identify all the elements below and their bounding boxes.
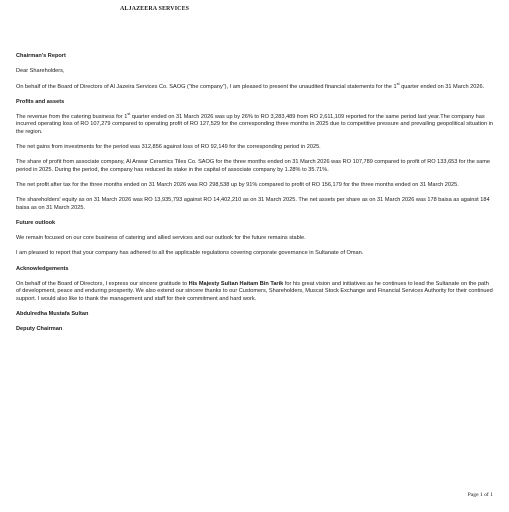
intro-text-end: quarter ended on 31 March 2026. [399,83,485,90]
ack-text: On behalf of the Board of Directors, I express our sincere gratitude to [16,281,189,288]
intro-paragraph [16,81,495,91]
intro-text: On behalf of the Board of Directors of Al Jazeira Services Co. SAOG (“the company”), I am pleased to present the unaudited financial statements for the 1 [16,83,397,90]
acknowledgements-paragraph [16,281,495,303]
governance-paragraph: I am pleased to report that your company has adhered to all the applicable regulations covering corporate governance in Sultanate of Oman. [16,250,364,257]
outlook-heading: Future outlook [16,219,56,226]
equity-paragraph: The shareholders' equity as on 31 March 2026 was RO 13,935,793 against RO 14,402,210 as on 31 March 2025. The net assets per share as on 31 March 2026 was 178 baisa as against 184 baisa as on 31 March 2025. [16,197,490,211]
outlook-paragraph: We remain focused on our core business of catering and allied services and our outlook for the future remains stable. [16,235,306,242]
greeting: Dear Shareholders, [16,68,65,75]
revenue-paragraph [16,114,495,136]
investments-paragraph: The net gains from investments for the period was 312,856 against loss of RO 92,149 for the corresponding period in 2025. [16,144,321,151]
signatory-title: Deputy Chairman [16,326,63,333]
report-body [16,53,495,342]
associate-paragraph: The share of profit from associate company, Al Anwar Ceramics Tiles Co. SAOG for the three months ended on 31 March 2026 was RO 107,789 compared to profit of RO 133,653 for the same period in 2025. During the period, the company has reduced its stake in the capital of associate company by 1.28% to 35.71%. [16,159,491,173]
report-title: Chairman's Report [16,53,66,59]
ack-text-end: for his great vision and initiatives as he continues to lead the Sultanate on the path of development, peace and enduring prosperity. We also extend our sincere thanks to our Customers, Shareholders, Muscat Stock Exchange and Financial Services Authority for their continued support. I would also like to thank the management and staff for their commitment and hard work. [16,281,493,302]
intro-superscript: st [396,81,400,86]
page-number: Page 1 of 1 [467,492,493,498]
acknowledgements-heading: Acknowledgements [16,265,69,272]
revenue-superscript: st [127,112,131,117]
revenue-text-end: quarter ended on 31 March 2026 was up by 26% to RO 3,283,489 from RO 2,611,109 reported for the same period last year.The company has incurred operating loss of RO 107,279 compared to operating profit of RO 127,529 for the corresponding three months in 2025 due to competitive pressure and prevailing geopolitical situation in the region. [16,114,493,135]
net-profit-paragraph: The net profit after tax for the three months ended on 31 March 2026 was RO 298,538 up by 91% compared to profit of RO 156,179 for the three months ended on 31 March 2025. [16,181,459,188]
ack-bold-name: His Majesty Sultan Haitam Bin Tarik [188,281,284,288]
profits-heading: Profits and assets [16,98,65,105]
company-header: ALJAZEERA SERVICES [120,6,190,12]
signatory-name: Abdulredha Mustafa Sultan [16,310,89,317]
revenue-text: The revenue from the catering business for 1 [16,114,128,121]
